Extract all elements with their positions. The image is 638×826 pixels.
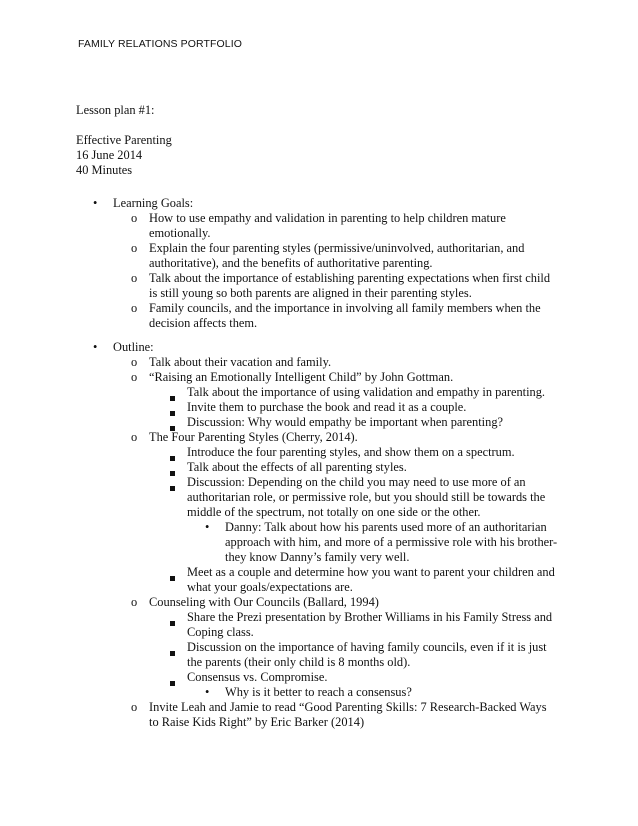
outline-item-text: Discussion: Depending on the child you may need to use more of an: [187, 475, 526, 489]
outline-item-text: to Raise Kids Right” by Eric Barker (2014): [149, 715, 365, 729]
page-header: FAMILY RELATIONS PORTFOLIO: [78, 38, 243, 50]
outline-item-text: Talk about the effects of all parenting styles.: [187, 460, 407, 474]
circle-bullet-icon: o: [131, 355, 138, 369]
bullet-icon: •: [93, 340, 98, 354]
square-bullet-icon: [170, 450, 175, 465]
outline-item-text: Talk about the importance of using validation and empathy in parenting.: [187, 385, 546, 399]
outline-item-text: authoritarian role, or permissive role, but you should still be towards the: [187, 490, 546, 504]
circle-bullet-icon: o: [131, 301, 138, 315]
outline-item-text: Invite them to purchase the book and read it as a couple.: [187, 400, 467, 414]
outline-item-text: middle of the spectrum, not totally on one side or the other.: [187, 505, 481, 519]
outline-item-text: approach with him, and more of a permissive role with his brother-: [225, 535, 558, 549]
square-bullet-icon: [170, 390, 175, 405]
lesson-date: 16 June 2014: [76, 148, 143, 162]
goal-item-text: How to use empathy and validation in parenting to help children mature: [149, 211, 506, 225]
outline-item-text: The Four Parenting Styles (Cherry, 2014).: [149, 430, 358, 444]
lesson-title: Lesson plan #1:: [76, 103, 155, 117]
outline-item-text: Introduce the four parenting styles, and show them on a spectrum.: [187, 445, 515, 459]
outline-item-text: Talk about their vacation and family.: [149, 355, 332, 369]
goal-item-text: is still young so both parents are aligned in their parenting styles.: [149, 286, 472, 300]
circle-bullet-icon: o: [131, 370, 138, 384]
goal-item-text: Explain the four parenting styles (permissive/uninvolved, authoritarian, and: [149, 241, 525, 255]
outline-item-text: Danny: Talk about how his parents used more of an authoritarian: [225, 520, 547, 534]
outline-item-text: “Raising an Emotionally Intelligent Child” by John Gottman.: [149, 370, 454, 384]
outline-item-text: what your goals/expectations are.: [187, 580, 353, 594]
outline-item-text: the parents (their only child is 8 months old).: [187, 655, 411, 669]
square-bullet-icon: [170, 405, 175, 420]
outline-item-text: Counseling with Our Councils (Ballard, 1994): [149, 595, 379, 609]
outline-item-text: Invite Leah and Jamie to read “Good Parenting Skills: 7 Research-Backed Ways: [149, 700, 547, 714]
bullet-icon: •: [205, 520, 210, 534]
lesson-topic: Effective Parenting: [76, 133, 172, 147]
square-bullet-icon: [170, 675, 175, 690]
circle-bullet-icon: o: [131, 241, 138, 255]
outline-item-text: Discussion: Why would empathy be important when parenting?: [187, 415, 504, 429]
lesson-meta: [76, 133, 172, 178]
goal-item-text: authoritative), and the benefits of authoritative parenting.: [149, 256, 433, 270]
square-bullet-icon: [170, 615, 175, 630]
circle-bullet-icon: o: [131, 211, 138, 225]
goal-item-text: Family councils, and the importance in involving all family members when the: [149, 301, 541, 315]
outline-item-text: Consensus vs. Compromise.: [187, 670, 328, 684]
square-bullet-icon: [170, 480, 175, 495]
circle-bullet-icon: o: [131, 430, 138, 444]
outline-item-text: Share the Prezi presentation by Brother Williams in his Family Stress and: [187, 610, 553, 624]
goal-item-text: Talk about the importance of establishing parenting expectations when first child: [149, 271, 551, 285]
square-bullet-icon: [170, 465, 175, 480]
goal-item-text: emotionally.: [149, 226, 211, 240]
bullet-icon: •: [205, 685, 210, 699]
outline-heading: Outline:: [113, 340, 154, 354]
outline-item-text: Meet as a couple and determine how you want to parent your children and: [187, 565, 555, 579]
bullet-icon: •: [93, 196, 98, 210]
outline-item-text: Coping class.: [187, 625, 254, 639]
outline-item-text: they know Danny’s family very well.: [225, 550, 410, 564]
circle-bullet-icon: o: [131, 700, 138, 714]
square-bullet-icon: [170, 645, 175, 660]
lesson-duration: 40 Minutes: [76, 163, 133, 177]
circle-bullet-icon: o: [131, 271, 138, 285]
goal-item-text: decision affects them.: [149, 316, 258, 330]
goals-heading: Learning Goals:: [113, 196, 194, 210]
outline-item-text: Discussion on the importance of having family councils, even if it is just: [187, 640, 547, 654]
circle-bullet-icon: o: [131, 595, 138, 609]
square-bullet-icon: [170, 570, 175, 585]
outline-item-text: Why is it better to reach a consensus?: [225, 685, 412, 699]
